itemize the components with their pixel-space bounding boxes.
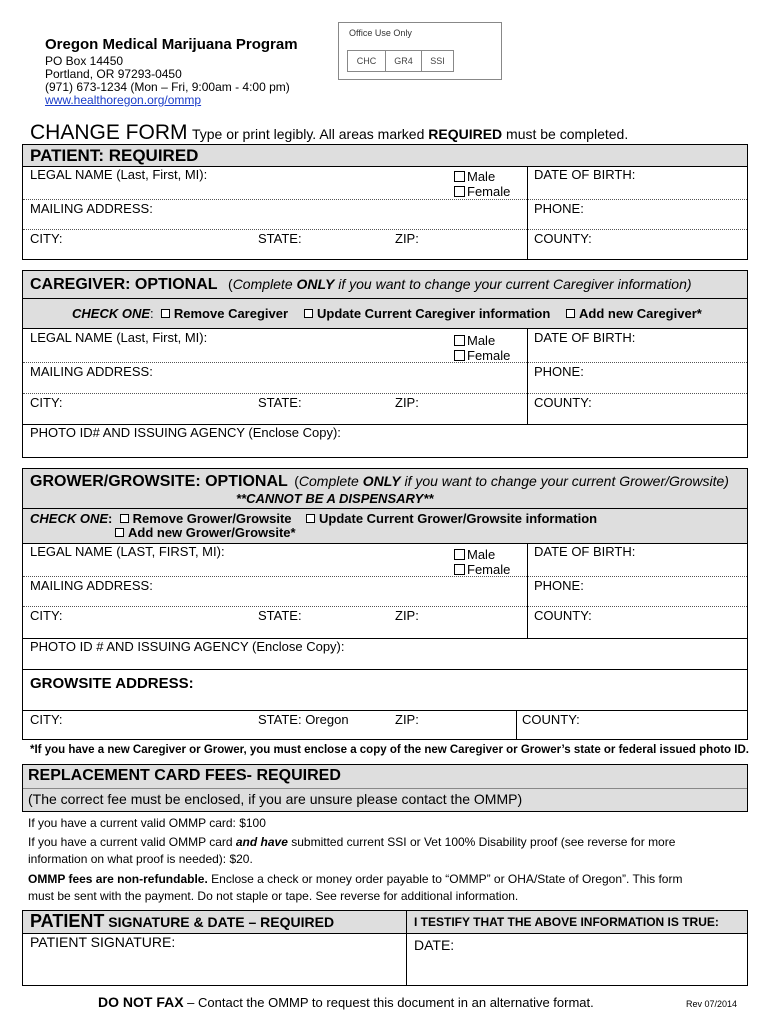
- divider: [23, 710, 747, 711]
- instruction-required: REQUIRED: [428, 126, 503, 142]
- signature-heading: [30, 911, 334, 932]
- patient-heading: PATIENT: REQUIRED: [30, 146, 199, 165]
- update-grower-checkbox[interactable]: [306, 514, 315, 523]
- address-line: (971) 673-1234 (Mon – Fri, 9:00am - 4:00 pm): [45, 80, 290, 94]
- row-separator: [23, 393, 747, 394]
- office-cell-gr4: GR4: [386, 51, 422, 71]
- grower-gender[interactable]: [454, 547, 510, 577]
- check-one-label: CHECK ONE: [30, 511, 109, 526]
- sub-text-end: if you want to change your current Grower/Growsite): [400, 473, 729, 489]
- row-separator: [23, 576, 747, 577]
- check-one-colon: :: [150, 306, 154, 321]
- grower-county-label: COUNTY:: [534, 608, 592, 623]
- not-dispensary-note: **CANNOT BE A DISPENSARY**: [236, 491, 434, 506]
- non-refundable: OMMP fees are non-refundable.: [28, 872, 208, 886]
- fee-line: [28, 835, 675, 849]
- male-checkbox[interactable]: [454, 549, 465, 560]
- website-link[interactable]: www.healthoregon.org/ommp: [45, 93, 202, 107]
- add-grower-checkbox[interactable]: [115, 528, 124, 537]
- fee-text: Enclose a check or money order payable to “OMMP” or OHA/State of Oregon”. This form: [207, 872, 683, 886]
- caregiver-state-label: STATE:: [258, 395, 302, 410]
- caregiver-heading: CAREGIVER: OPTIONAL: [30, 276, 218, 293]
- address-line: PO Box 14450: [45, 54, 124, 68]
- caregiver-legal-name-label: LEGAL NAME (Last, First, MI):: [30, 330, 208, 345]
- male-label: Male: [467, 333, 496, 348]
- photo-id-note: *If you have a new Caregiver or Grower, you must enclose a copy of the new Caregiver or Grower’s state or federal issued photo ID.: [30, 744, 749, 756]
- patient-dob-label: DATE OF BIRTH:: [534, 167, 636, 182]
- patient-mailing-label: MAILING ADDRESS:: [30, 201, 153, 216]
- divider: [527, 166, 528, 260]
- growsite-zip-label: ZIP:: [395, 712, 419, 727]
- row-separator: [23, 199, 747, 200]
- fees-subheading: (The correct fee must be enclosed, if you are unsure please contact the OMMP): [28, 791, 523, 807]
- fees-heading: REPLACEMENT CARD FEES- REQUIRED: [28, 767, 341, 784]
- fee-text-end: submitted current SSI or Vet 100% Disability proof (see reverse for more: [287, 835, 676, 849]
- office-cell-chc: CHC: [348, 51, 386, 71]
- update-caregiver-checkbox[interactable]: [304, 309, 313, 318]
- female-checkbox[interactable]: [454, 564, 465, 575]
- footer-note: [98, 994, 594, 1012]
- divider: [527, 328, 528, 424]
- fee-line: If you have a current valid OMMP card: $100: [28, 816, 266, 830]
- revision-date: Rev 07/2014: [686, 999, 738, 1009]
- patient-county-label: COUNTY:: [534, 231, 592, 246]
- update-grower-label: Update Current Grower/Growsite information: [319, 511, 598, 526]
- divider: [23, 328, 747, 329]
- caregiver-mailing-label: MAILING ADDRESS:: [30, 364, 153, 379]
- grower-heading-line: [30, 473, 729, 491]
- growsite-address-heading: GROWSITE ADDRESS:: [30, 675, 194, 692]
- instruction-text: Type or print legibly. All areas marked: [191, 126, 429, 142]
- grower-subheading: [294, 473, 729, 489]
- caregiver-photo-label: PHOTO ID# AND ISSUING AGENCY (Enclose Copy):: [30, 425, 341, 440]
- grower-update-option: [306, 511, 597, 526]
- patient-zip-label: ZIP:: [395, 231, 419, 246]
- patient-gender[interactable]: [454, 169, 510, 199]
- sub-only: ONLY: [296, 276, 335, 292]
- caregiver-subheading: [228, 276, 692, 292]
- female-label: Female: [467, 348, 511, 363]
- grower-phone-label: PHONE:: [534, 578, 584, 593]
- caregiver-phone-label: PHONE:: [534, 364, 584, 379]
- update-caregiver-label: Update Current Caregiver information: [317, 306, 551, 321]
- divider: [516, 710, 517, 740]
- remove-grower-checkbox[interactable]: [120, 514, 129, 523]
- address-line: Portland, OR 97293-0450: [45, 67, 182, 81]
- program-name: Oregon Medical Marijuana Program: [45, 36, 298, 53]
- divider: [23, 788, 747, 789]
- male-label: Male: [467, 547, 496, 562]
- grower-dob-label: DATE OF BIRTH:: [534, 544, 636, 559]
- fee-line: information on what proof is needed): $20.: [28, 852, 253, 866]
- patient-phone-label: PHONE:: [534, 201, 584, 216]
- form-title-line: [30, 121, 628, 145]
- fee-and-have: and have: [235, 835, 288, 849]
- caregiver-update-option: [304, 306, 550, 321]
- remove-grower-label: Remove Grower/Growsite: [132, 511, 292, 526]
- caregiver-check-one: [72, 306, 288, 321]
- remove-caregiver-checkbox[interactable]: [161, 309, 170, 318]
- testify-statement: I TESTIFY THAT THE ABOVE INFORMATION IS TRUE:: [414, 915, 719, 929]
- instruction-text-end: must be completed.: [502, 126, 629, 142]
- caregiver-county-label: COUNTY:: [534, 395, 592, 410]
- sub-text: Complete: [232, 276, 297, 292]
- add-caregiver-label: Add new Caregiver*: [579, 306, 702, 321]
- divider: [23, 298, 747, 299]
- caregiver-zip-label: ZIP:: [395, 395, 419, 410]
- check-one-colon: :: [108, 511, 113, 526]
- footer-text: – Contact the OMMP to request this document in an alternative format.: [183, 995, 594, 1010]
- growsite-state-label: STATE: Oregon: [258, 712, 349, 727]
- grower-heading: GROWER/GROWSITE: OPTIONAL: [30, 473, 288, 490]
- caregiver-dob-label: DATE OF BIRTH:: [534, 330, 636, 345]
- caregiver-add-option: [566, 306, 702, 321]
- check-one-label: CHECK ONE: [72, 306, 151, 321]
- form-instruction: [192, 126, 628, 142]
- grower-add-option: [115, 525, 296, 540]
- divider: [23, 669, 747, 670]
- office-use-cells: [347, 50, 454, 72]
- add-grower-label: Add new Grower/Growsite*: [128, 525, 296, 540]
- divider: [527, 543, 528, 638]
- divider: [23, 508, 747, 509]
- office-use-box: [338, 22, 502, 80]
- date-field[interactable]: DATE:: [414, 937, 455, 953]
- fee-text: If you have a current valid OMMP card: [28, 835, 236, 849]
- growsite-city-label: CITY:: [30, 712, 63, 727]
- sub-only: ONLY: [362, 473, 401, 489]
- row-separator: [23, 606, 747, 607]
- sub-text: Complete: [298, 473, 363, 489]
- grower-zip-label: ZIP:: [395, 608, 419, 623]
- male-checkbox[interactable]: [454, 171, 465, 182]
- paren: (: [228, 276, 233, 292]
- female-label: Female: [467, 184, 511, 199]
- female-label: Female: [467, 562, 511, 577]
- sub-text-end: if you want to change your current Caregiver information): [334, 276, 692, 292]
- male-checkbox[interactable]: [454, 335, 465, 346]
- patient-signature-field[interactable]: PATIENT SIGNATURE:: [30, 934, 176, 950]
- signature-heading-rest: SIGNATURE & DATE – REQUIRED: [104, 914, 335, 930]
- patient-legal-name-label: LEGAL NAME (Last, First, MI):: [30, 167, 208, 182]
- grower-state-label: STATE:: [258, 608, 302, 623]
- do-not-fax: DO NOT FAX: [98, 994, 184, 1010]
- office-cell-ssi: SSI: [430, 56, 445, 66]
- patient-state-label: STATE:: [258, 231, 302, 246]
- add-caregiver-checkbox[interactable]: [566, 309, 575, 318]
- caregiver-gender[interactable]: [454, 333, 510, 363]
- fee-line: [28, 872, 682, 886]
- office-use-title: Office Use Only: [349, 28, 412, 38]
- remove-caregiver-label: Remove Caregiver: [173, 306, 289, 321]
- grower-check-one: [30, 511, 292, 526]
- row-separator: [23, 362, 747, 363]
- male-label: Male: [467, 169, 496, 184]
- fee-line: must be sent with the payment. Do not staple or tape. See reverse for additional information.: [28, 889, 519, 903]
- form-title: CHANGE FORM: [30, 121, 188, 144]
- caregiver-city-label: CITY:: [30, 395, 63, 410]
- female-checkbox[interactable]: [454, 350, 465, 361]
- patient-city-label: CITY:: [30, 231, 63, 246]
- grower-mailing-label: MAILING ADDRESS:: [30, 578, 153, 593]
- grower-city-label: CITY:: [30, 608, 63, 623]
- grower-legal-name-label: LEGAL NAME (LAST, FIRST, MI):: [30, 544, 225, 559]
- caregiver-heading-line: [30, 276, 692, 294]
- row-separator: [23, 229, 747, 230]
- paren: (: [294, 473, 299, 489]
- divider: [406, 911, 407, 986]
- signature-heading-patient: PATIENT: [30, 911, 105, 931]
- female-checkbox[interactable]: [454, 186, 465, 197]
- grower-photo-label: PHOTO ID # AND ISSUING AGENCY (Enclose Copy):: [30, 639, 345, 654]
- growsite-county-label: COUNTY:: [522, 712, 580, 727]
